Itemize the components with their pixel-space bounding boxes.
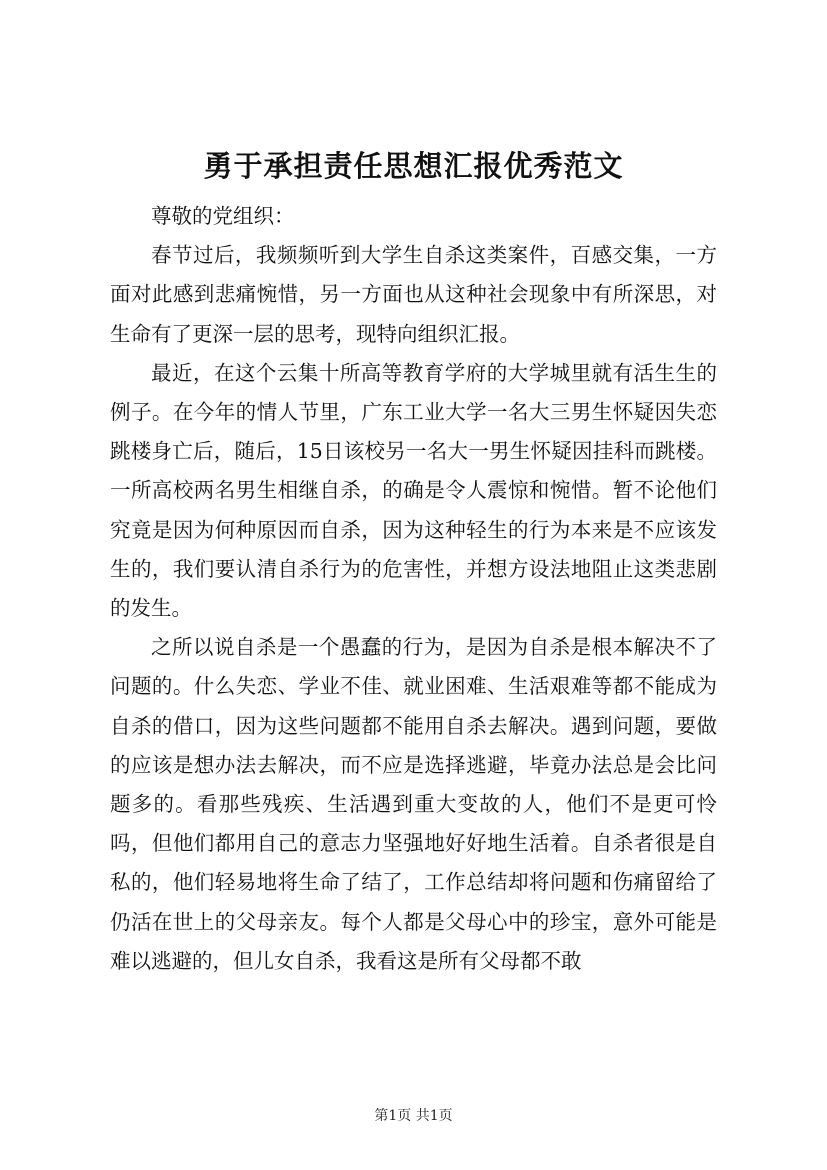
paragraph-1: 春节过后，我频频听到大学生自杀这类案件，百感交集，一方面对此感到悲痛惋惜，另一方面也从这种社会现象中有所深思，对生命有了更深一层的思考，现特向组织汇报。: [110, 243, 717, 346]
paragraph-2: 最近，在这个云集十所高等教育学府的大学城里就有活生生的例子。在今年的情人节里，广东工业大学一名大三男生怀疑因失恋跳楼身亡后，随后，15日该校另一名大一男生怀疑因挂科而跳楼。一所高校两名男生相继自杀，的确是令人震惊和惋惜。暂不论他们究竟是因为何种原因而自杀，因为这种轻生的行为本来是不应该发生的，我们要认清自杀行为的危害性，并想方设法地阻止这类悲剧的发生。: [110, 360, 717, 621]
paragraph-3: 之所以说自杀是一个愚蠢的行为，是因为自杀是根本解决不了问题的。什么失恋、学业不佳、就业困难、生活艰难等都不能成为自杀的借口，因为这些问题都不能用自杀去解决。遇到问题，要做的应该是想办法去解决，而不应是选择逃避，毕竟办法总是会比问题多的。看那些残疾、生活遇到重大变故的人，他们不是更可怜吗，但他们都用自己的意志力坚强地好好地生活着。自杀者很是自私的，他们轻易地将生命了结了，工作总结却将问题和伤痛留给了仍活在世上的父母亲友。每个人都是父母心中的珍宝，意外可能是难以逃避的，但儿女自杀，我看这是所有父母都不敢: [110, 635, 717, 973]
page-footer: [0, 1106, 827, 1126]
document-body: [110, 197, 717, 981]
salutation: 尊敬的党组织：: [151, 204, 295, 228]
page-number-label: 第1页 共1页: [374, 1108, 453, 1124]
document-title: 勇于承担责任思想汇报优秀范文: [203, 149, 624, 183]
